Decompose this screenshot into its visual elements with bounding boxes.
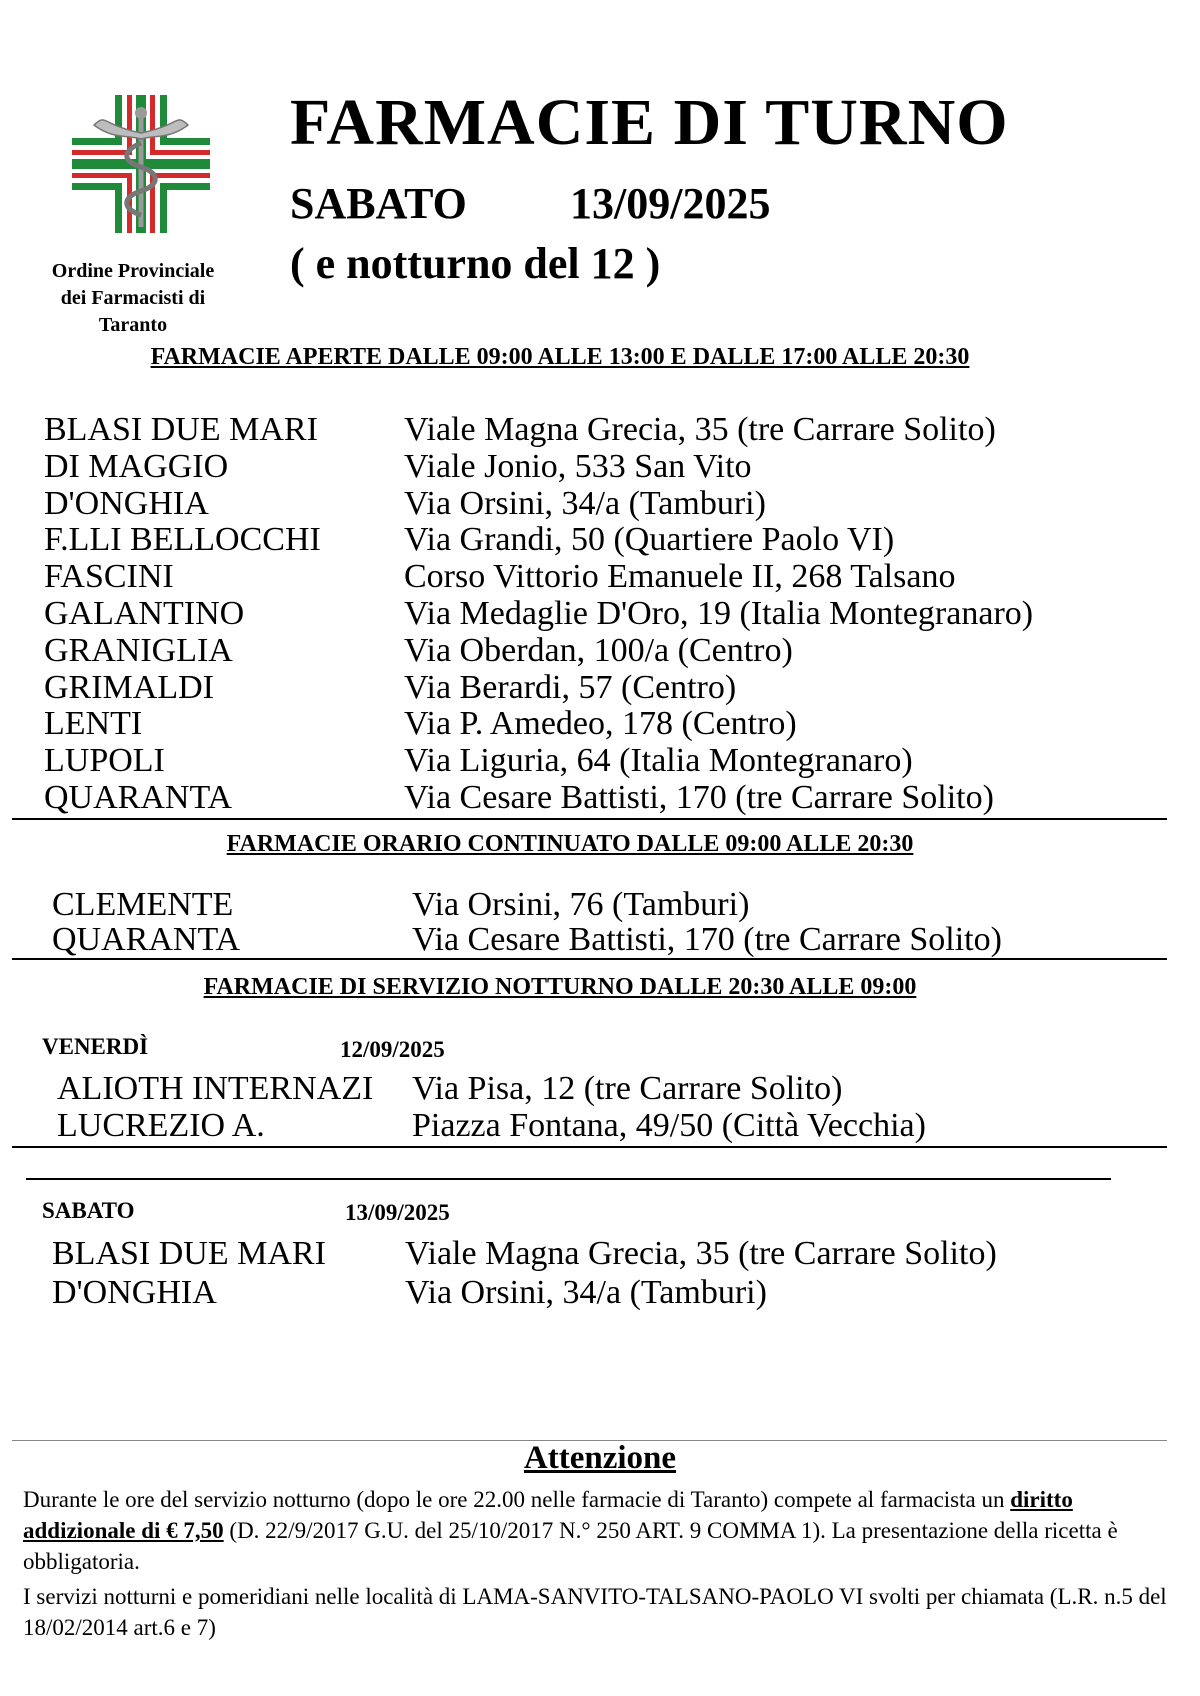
list-item xyxy=(52,922,1002,957)
continuous-section-heading: FARMACIE ORARIO CONTINUATO DALLE 09:00 ALLE 20:30 xyxy=(226,831,914,857)
pharmacy-address: Via Oberdan, 100/a (Centro) xyxy=(404,631,793,669)
divider xyxy=(12,818,1167,820)
divider xyxy=(12,958,1167,960)
friday-label: VENERDÌ xyxy=(42,1034,149,1059)
pharmacy-name: D'ONGHIA xyxy=(44,484,209,522)
caduceus-cross-icon xyxy=(72,95,210,233)
divider xyxy=(26,1178,1111,1180)
day-section-heading: FARMACIE APERTE DALLE 09:00 ALLE 13:00 E DALLE 17:00 ALLE 20:30 xyxy=(150,344,970,370)
saturday-list xyxy=(52,1234,997,1312)
pharmacy-name: LENTI xyxy=(44,705,143,743)
pharmacy-name: GALANTINO xyxy=(44,594,245,632)
org-line-1: Ordine Provinciale xyxy=(51,260,215,282)
list-item xyxy=(44,743,1033,780)
notice-paragraph-2: I servizi notturni e pomeridiani nelle località di LAMA-SANVITO-TALSANO-PAOLO VI svolti per chiamata (L.R. n.5 del 18/02/2014 art.6 e 7) xyxy=(23,1584,1167,1640)
night-section-heading: FARMACIE DI SERVIZIO NOTTURNO DALLE 20:30 ALLE 09:00 xyxy=(203,974,917,1000)
saturday-date: 13/09/2025 xyxy=(345,1200,450,1225)
list-item xyxy=(44,449,1033,486)
pharmacy-address: Via Grandi, 50 (Quartiere Paolo VI) xyxy=(404,521,895,559)
pharmacy-name: ALIOTH INTERNAZI xyxy=(57,1070,374,1107)
list-item xyxy=(44,670,1033,707)
page-title: FARMACIE DI TURNO xyxy=(290,86,1009,159)
header-date: 13/09/2025 xyxy=(570,179,771,228)
night-note: ( e notturno del 12 ) xyxy=(290,239,661,288)
pharmacy-address: Via Medaglie D'Oro, 19 (Italia Montegranaro) xyxy=(404,594,1034,632)
saturday-label: SABATO xyxy=(42,1198,135,1223)
pharmacy-name: QUARANTA xyxy=(52,921,241,958)
pharmacy-address: Piazza Fontana, 49/50 (Città Vecchia) xyxy=(412,1107,926,1144)
notice-fee: diritto addizionale di € 7,50 xyxy=(23,1487,1073,1543)
list-item xyxy=(44,486,1033,523)
pharmacy-name: FASCINI xyxy=(44,558,174,596)
list-item xyxy=(57,1070,926,1107)
pharmacy-address: Via P. Amedeo, 178 (Centro) xyxy=(404,705,797,743)
pharmacy-name: BLASI DUE MARI xyxy=(44,411,318,448)
divider xyxy=(12,1146,1167,1148)
pharmacy-address: Via Cesare Battisti, 170 (tre Carrare Solito) xyxy=(412,921,1002,958)
pharmacy-address: Via Berardi, 57 (Centro) xyxy=(404,668,737,706)
list-item xyxy=(44,706,1033,743)
pharmacy-name: CLEMENTE xyxy=(52,886,234,923)
pharmacy-name: GRIMALDI xyxy=(44,668,214,706)
pharmacy-address: Viale Magna Grecia, 35 (tre Carrare Solito) xyxy=(404,411,996,448)
pharmacy-address: Via Pisa, 12 (tre Carrare Solito) xyxy=(412,1070,843,1107)
friday-list xyxy=(57,1070,926,1144)
list-item xyxy=(52,887,1002,922)
pharmacy-name: D'ONGHIA xyxy=(52,1274,217,1311)
list-item xyxy=(44,412,1033,449)
pharmacy-address: Via Orsini, 76 (Tamburi) xyxy=(412,886,750,923)
pharmacy-address: Corso Vittorio Emanuele II, 268 Talsano xyxy=(404,558,956,596)
notice-paragraph-1 xyxy=(23,1484,1183,1577)
pharmacy-address: Viale Jonio, 533 San Vito xyxy=(404,447,752,485)
list-item xyxy=(52,1273,997,1312)
list-item xyxy=(44,633,1033,670)
list-item xyxy=(57,1107,926,1144)
list-item xyxy=(44,522,1033,559)
list-item xyxy=(44,780,1033,817)
pharmacy-name: F.LLI BELLOCCHI xyxy=(44,521,321,559)
pharmacy-name: LUPOLI xyxy=(44,742,165,780)
continuous-list xyxy=(52,887,1002,957)
pharmacy-name: DI MAGGIO xyxy=(44,447,229,485)
friday-date: 12/09/2025 xyxy=(340,1037,445,1062)
notice-title: Attenzione xyxy=(523,1440,677,1476)
pharmacy-name: BLASI DUE MARI xyxy=(52,1235,326,1272)
header-day: SABATO xyxy=(290,179,467,228)
pharmacy-address: Via Orsini, 34/a (Tamburi) xyxy=(404,484,766,522)
notice-text: (D. 22/9/2017 G.U. del 25/10/2017 N.° 250 ART. 9 COMMA 1). La presentazione della ricetta è obbligatoria. xyxy=(23,1518,1118,1574)
org-line-3: Taranto xyxy=(98,314,168,336)
org-line-2: dei Farmacisti di xyxy=(60,287,206,309)
pharmacy-address: Viale Magna Grecia, 35 (tre Carrare Solito) xyxy=(405,1235,997,1272)
day-list xyxy=(44,412,1033,817)
list-item xyxy=(52,1234,997,1273)
org-name xyxy=(28,258,238,339)
notice-text: Durante le ore del servizio notturno (dopo le ore 22.00 nelle farmacie di Taranto) compete al farmacista un xyxy=(23,1487,1011,1512)
pharmacy-address: Via Cesare Battisti, 170 (tre Carrare Solito) xyxy=(404,778,994,816)
pharmacy-address: Via Orsini, 34/a (Tamburi) xyxy=(405,1274,767,1311)
pharmacy-name: GRANIGLIA xyxy=(44,631,233,669)
list-item xyxy=(44,559,1033,596)
pharmacy-name: QUARANTA xyxy=(44,778,233,816)
list-item xyxy=(44,596,1033,633)
pharmacy-address: Via Liguria, 64 (Italia Montegranaro) xyxy=(404,742,913,780)
pharmacy-name: LUCREZIO A. xyxy=(57,1107,265,1144)
